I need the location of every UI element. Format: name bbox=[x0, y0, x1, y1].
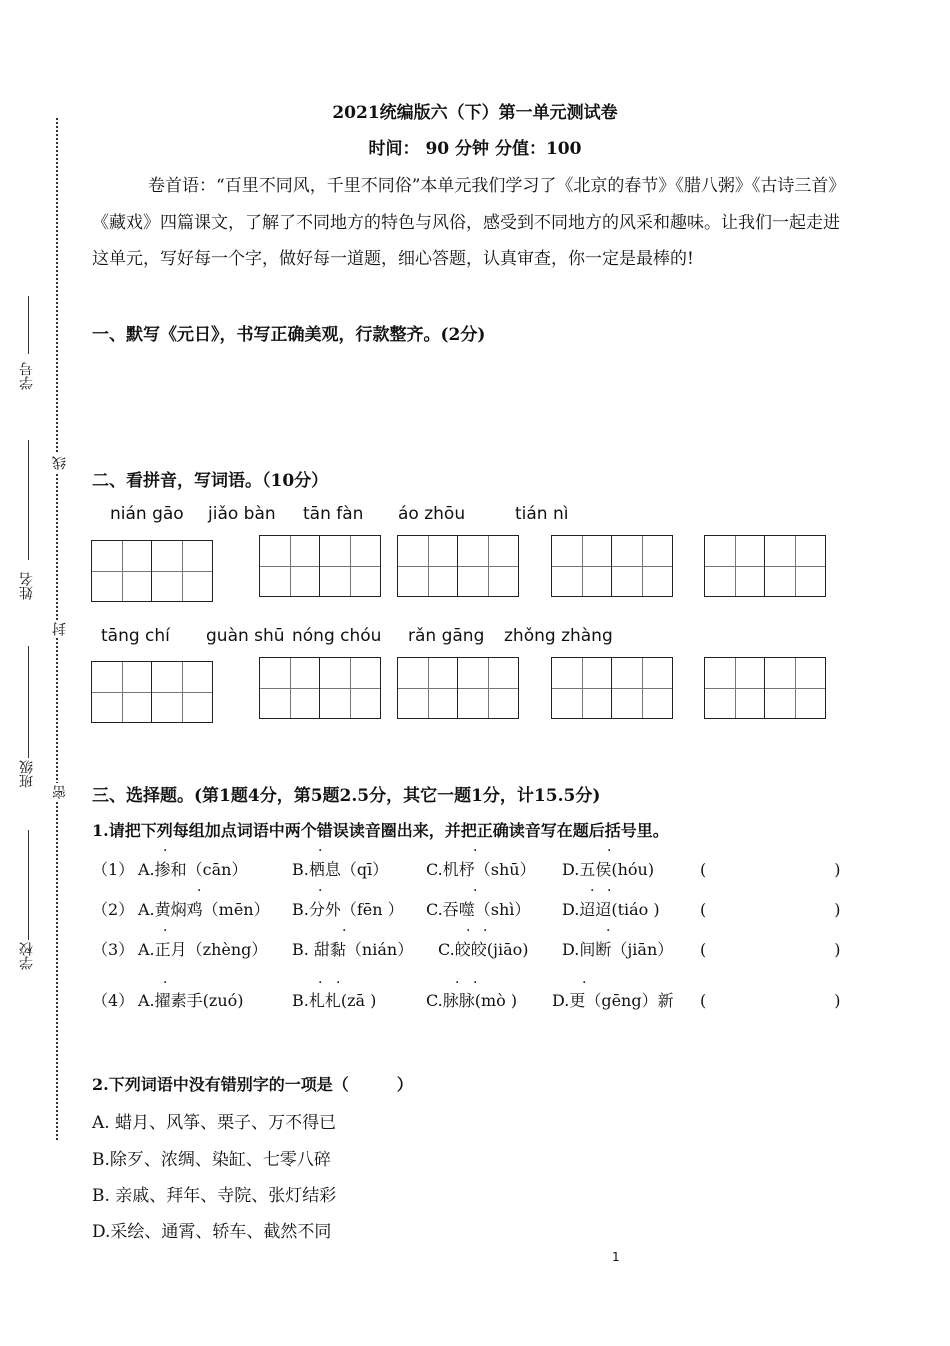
option-row-number: （4） bbox=[92, 991, 135, 1010]
school-label: 学校 bbox=[19, 942, 35, 970]
question-2-prompt: 2.下列词语中没有错别字的一项是（ ） bbox=[92, 1075, 413, 1094]
emphasis-dot: · bbox=[607, 883, 612, 899]
option-row-number: （1） bbox=[92, 860, 135, 879]
question-1-prompt: 1.请把下列每组加点词语中两个错误读音圈出来，并把正确读音写在题后括号里。 bbox=[92, 821, 669, 840]
q2-option: A. 蜡月、风筝、栗子、万不得已 bbox=[92, 1113, 337, 1133]
binding-mark-line: 线 bbox=[52, 456, 68, 470]
writing-grid[interactable] bbox=[551, 535, 673, 597]
pinyin-label: nián gāo bbox=[110, 504, 184, 524]
pinyin-label: tián nì bbox=[515, 504, 569, 524]
q2-option: B.除歹、浓绸、染缸、七零八碎 bbox=[92, 1150, 331, 1170]
answer-blank[interactable]: ( ) bbox=[700, 940, 841, 959]
emphasis-dot: · bbox=[163, 923, 168, 939]
option-c: C.皎皎(jiāo) bbox=[438, 940, 529, 959]
emphasis-dot: · bbox=[483, 923, 488, 939]
option-a: A.正月（zhèng） bbox=[138, 940, 268, 959]
option-c: C.吞噬（shì） bbox=[426, 900, 531, 919]
pinyin-label: tāng chí bbox=[101, 626, 170, 646]
q2-option: B. 亲戚、拜年、寺院、张灯结彩 bbox=[92, 1186, 337, 1206]
emphasis-dot: · bbox=[590, 883, 595, 899]
writing-grid[interactable] bbox=[259, 657, 381, 719]
option-row-number: （2） bbox=[92, 900, 135, 919]
writing-grid[interactable] bbox=[91, 540, 213, 602]
exam-subtitle: 时间： 90 分钟 分值：100 bbox=[368, 139, 582, 159]
emphasis-dot: · bbox=[336, 975, 341, 991]
emphasis-dot: · bbox=[318, 843, 323, 859]
section-1-heading: 一、默写《元日》，书写正确美观，行款整齐。(2分) bbox=[92, 325, 486, 345]
binding-mark-seal: 封 bbox=[52, 622, 68, 636]
pinyin-label: tān fàn bbox=[303, 504, 364, 524]
writing-grid[interactable] bbox=[91, 661, 213, 723]
writing-grid[interactable] bbox=[551, 657, 673, 719]
writing-grid[interactable] bbox=[397, 535, 519, 597]
writing-grid[interactable] bbox=[259, 535, 381, 597]
emphasis-dot: · bbox=[163, 975, 168, 991]
option-a: A.擢素手(zuó) bbox=[138, 991, 244, 1010]
option-d: D.五侯(hóu) bbox=[562, 860, 655, 879]
pinyin-label: jiǎo bàn bbox=[208, 504, 276, 524]
exam-title: 2021统编版六（下）第一单元测试卷 bbox=[332, 103, 618, 123]
option-b: B.栖息（qī） bbox=[292, 860, 389, 879]
option-row-number: （3） bbox=[92, 940, 135, 959]
q2-option: D.采绘、通霄、轿车、截然不同 bbox=[92, 1222, 332, 1242]
binding-mark-secret: 密 bbox=[52, 785, 68, 799]
pinyin-label: áo zhōu bbox=[398, 504, 466, 524]
emphasis-dot: · bbox=[582, 975, 587, 991]
option-a: A.黄焖鸡（mēn） bbox=[138, 900, 270, 919]
student-id-label: 学号 bbox=[19, 362, 35, 390]
option-c: C.机杼（shū） bbox=[426, 860, 536, 879]
answer-blank[interactable]: ( ) bbox=[700, 860, 841, 879]
emphasis-dot: · bbox=[318, 975, 323, 991]
pinyin-label: nóng chóu bbox=[292, 626, 382, 646]
writing-grid[interactable] bbox=[704, 657, 826, 719]
pinyin-label: zhǒng zhàng bbox=[504, 626, 613, 646]
section-2-heading: 二、看拼音，写词语。（10分） bbox=[92, 471, 329, 491]
option-d: D.间断（jiān） bbox=[562, 940, 674, 959]
section-3-heading: 三、选择题。(第1题4分，第5题2.5分，其它一题1分，计15.5分) bbox=[92, 786, 601, 806]
emphasis-dot: · bbox=[473, 883, 478, 899]
pinyin-label: guàn shū bbox=[206, 626, 285, 646]
page-number: 1 bbox=[612, 1250, 620, 1264]
writing-grid[interactable] bbox=[397, 657, 519, 719]
emphasis-dot: · bbox=[606, 923, 611, 939]
option-d: D.更（gēng）新 bbox=[552, 991, 674, 1010]
option-b: B.札札(zā ) bbox=[292, 991, 377, 1010]
binding-rule bbox=[28, 296, 29, 354]
answer-blank[interactable]: ( ) bbox=[700, 991, 841, 1010]
writing-grid[interactable] bbox=[704, 535, 826, 597]
emphasis-dot: · bbox=[318, 883, 323, 899]
emphasis-dot: · bbox=[466, 923, 471, 939]
option-a: A.掺和（cān） bbox=[138, 860, 248, 879]
pinyin-label: rǎn gāng bbox=[408, 626, 485, 646]
emphasis-dot: · bbox=[342, 923, 347, 939]
emphasis-dot: · bbox=[455, 975, 460, 991]
student-name-label: 姓名 bbox=[19, 572, 35, 600]
option-b: B. 甜黏（nián） bbox=[292, 940, 414, 959]
binding-rule bbox=[28, 440, 29, 560]
emphasis-dot: · bbox=[607, 843, 612, 859]
option-b: B.分外（fēn ） bbox=[292, 900, 404, 919]
emphasis-dot: · bbox=[197, 883, 202, 899]
class-label: 班级 bbox=[19, 760, 35, 788]
option-d: D.迢迢(tiáo ) bbox=[562, 900, 660, 919]
emphasis-dot: · bbox=[473, 975, 478, 991]
emphasis-dot: · bbox=[163, 843, 168, 859]
binding-rule bbox=[28, 830, 29, 940]
answer-blank[interactable]: ( ) bbox=[700, 900, 841, 919]
binding-rule bbox=[28, 646, 29, 758]
intro-paragraph: 卷首语：“百里不同风，千里不同俗”本单元我们学习了《北京的春节》《腊八粥》《古诗三首》《藏戏》四篇课文，了解了不同地方的特色与风俗，感受到不同地方的风采和趣味。让我们一起走进这单元，写好每一个字，做好每一道题，细心答题，认真审查，你一定是最棒的! bbox=[92, 176, 840, 269]
option-c: C.脉脉(mò ) bbox=[426, 991, 518, 1010]
emphasis-dot: · bbox=[473, 843, 478, 859]
